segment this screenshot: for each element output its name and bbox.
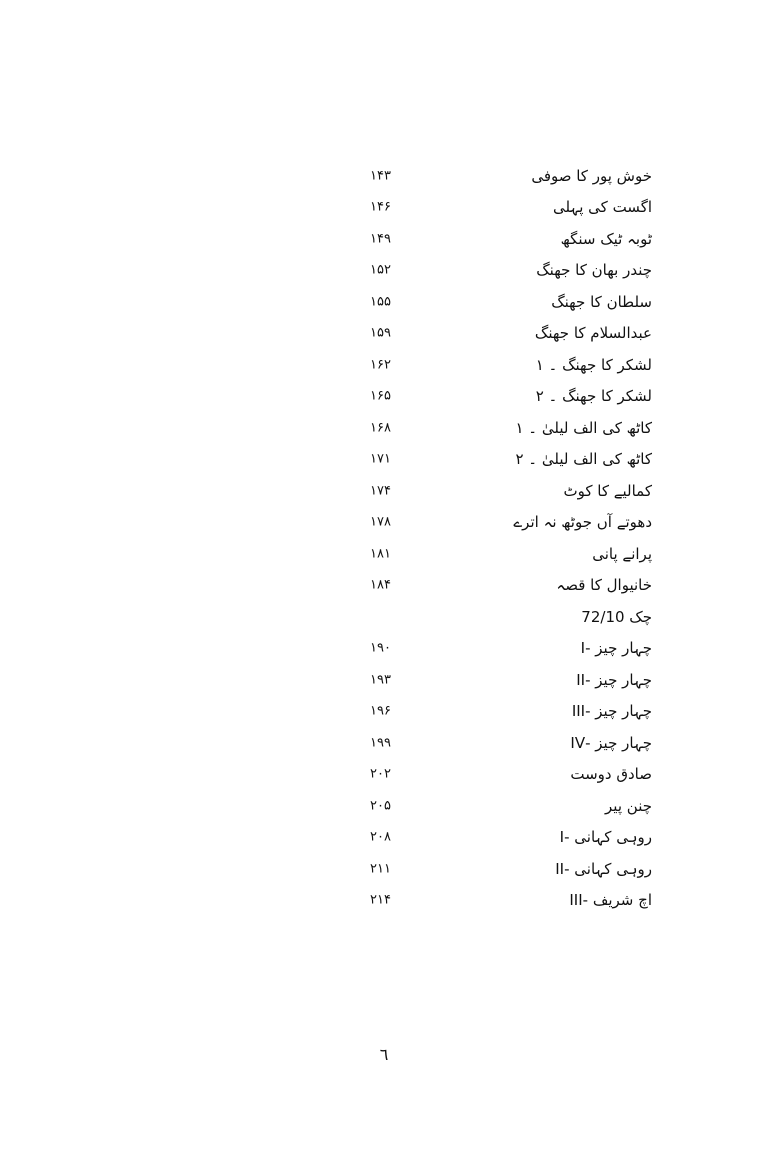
toc-entry — [360, 759, 660, 791]
toc-entry-page: ۲۱۱ — [370, 861, 391, 877]
toc-entry-title: صادق دوست — [570, 765, 652, 784]
toc-entry-page: ۱۷۸ — [370, 514, 391, 530]
toc-entry-title: روہی کہانی -I — [559, 828, 652, 847]
toc-entry-title: لشکر کا جھنگ ۔ ۱ — [535, 355, 652, 374]
toc-entry — [360, 664, 660, 696]
toc-entry-page: ۱۵۲ — [370, 262, 391, 278]
toc-entry-page: ۱۹۹ — [370, 735, 391, 751]
toc-entry-page: ۲۰۸ — [370, 829, 391, 845]
toc-entry-title: روہی کہانی -II — [555, 859, 652, 878]
toc-entry-title: چہار چیز -IV — [570, 733, 652, 752]
toc-entry-title: چندر بھان کا جھنگ — [536, 261, 652, 280]
toc-entry-title: چہار چیز -III — [571, 702, 652, 721]
table-of-contents — [360, 160, 660, 916]
toc-entry-title: عبدالسلام کا جھنگ — [534, 324, 652, 343]
toc-entry — [360, 885, 660, 917]
toc-entry — [360, 507, 660, 539]
toc-entry-title: چہار چیز -II — [576, 670, 652, 689]
toc-entry — [360, 255, 660, 287]
toc-entry-title: دھوتے آں جوٹھ نہ اترے — [513, 513, 652, 532]
toc-entry — [360, 570, 660, 602]
toc-entry — [360, 318, 660, 350]
toc-entry-title: سلطان کا جھنگ — [551, 292, 652, 311]
toc-entry — [360, 444, 660, 476]
toc-entry-title: ٹوبہ ٹیک سنگھ — [560, 229, 652, 248]
toc-entry-title: پرانے پانی — [592, 544, 652, 563]
toc-entry — [360, 286, 660, 318]
toc-entry-page: ۱۴۶ — [370, 199, 391, 215]
toc-entry — [360, 633, 660, 665]
toc-entry-page: ۱۸۱ — [370, 546, 391, 562]
toc-entry-page: ۱۶۲ — [370, 357, 391, 373]
toc-entry — [360, 475, 660, 507]
toc-entry-title: خانیوال کا قصہ — [556, 576, 652, 595]
toc-entry-page: ۱۹۰ — [370, 640, 391, 656]
toc-entry-title: چنن پیر — [605, 796, 652, 815]
toc-entry-page: ۱۵۵ — [370, 294, 391, 310]
toc-entry-page: ۱۴۳ — [370, 168, 391, 184]
toc-entry-page: ۲۰۵ — [370, 798, 391, 814]
toc-entry-title: چک 72/10 — [581, 607, 652, 626]
page-number: ٦ — [379, 1045, 389, 1064]
toc-entry-page: ۱۵۹ — [370, 325, 391, 341]
toc-entry-title: کاٹھ کی الف لیلیٰ ۔ ۱ — [515, 418, 652, 437]
toc-entry — [360, 853, 660, 885]
toc-entry — [360, 790, 660, 822]
toc-entry — [360, 223, 660, 255]
toc-entry-page: ۱۸۴ — [370, 577, 391, 593]
toc-entry-page: ۱۶۸ — [370, 420, 391, 436]
toc-entry — [360, 349, 660, 381]
toc-entry-page: ۱۷۱ — [370, 451, 391, 467]
toc-entry — [360, 601, 660, 633]
toc-entry — [360, 538, 660, 570]
toc-entry-page: ۱۴۹ — [370, 231, 391, 247]
toc-entry-page: ۱۹۶ — [370, 703, 391, 719]
toc-entry-title: لشکر کا جھنگ ۔ ۲ — [535, 387, 652, 406]
toc-entry-title: اچ شریف -III — [569, 891, 652, 910]
toc-entry-page: ۱۶۵ — [370, 388, 391, 404]
toc-entry-page: ۲۱۴ — [370, 892, 391, 908]
toc-entry — [360, 160, 660, 192]
toc-entry — [360, 822, 660, 854]
toc-entry — [360, 381, 660, 413]
toc-entry — [360, 727, 660, 759]
toc-entry-title: چہار چیز -I — [580, 639, 652, 658]
toc-entry-page: ۱۹۳ — [370, 672, 391, 688]
toc-entry-page: ۱۷۴ — [370, 483, 391, 499]
toc-entry-title: کاٹھ کی الف لیلیٰ ۔ ۲ — [515, 450, 652, 469]
toc-entry-title: خوش پور کا صوفی — [531, 166, 652, 185]
toc-entry — [360, 696, 660, 728]
toc-entry — [360, 192, 660, 224]
toc-entry-page: ۲۰۲ — [370, 766, 391, 782]
toc-entry-title: اگست کی پہلی — [552, 198, 652, 217]
toc-entry-title: کمالیے کا کوٹ — [563, 481, 652, 500]
toc-entry — [360, 412, 660, 444]
